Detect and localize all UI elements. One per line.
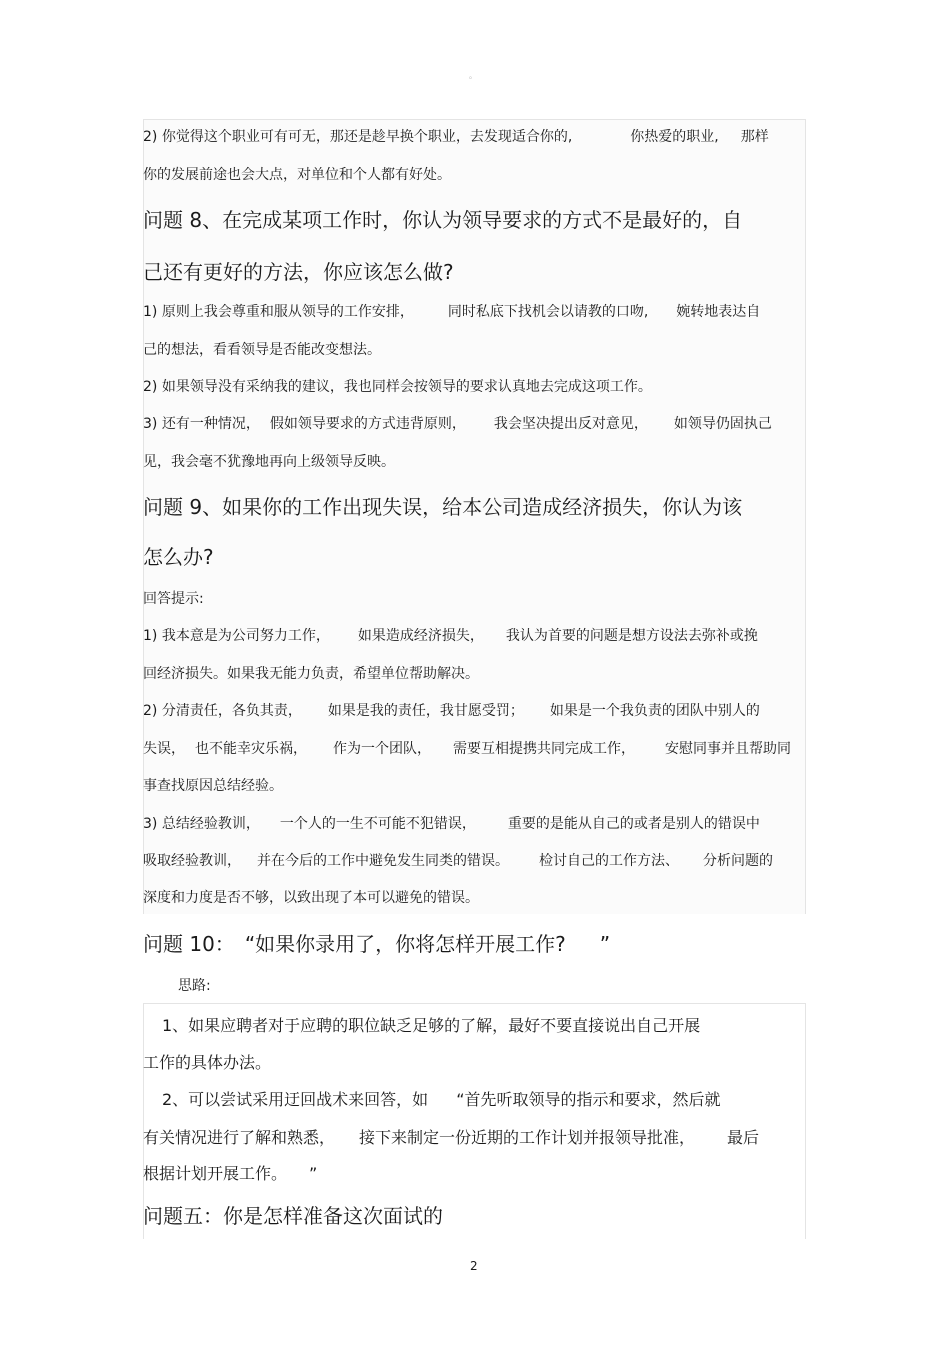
text-segment: “如果你录用了，你将怎样开展工作? [244,932,566,956]
paragraph-line [162,1087,720,1110]
thinking-label: 思路: [178,978,211,994]
paragraph-line: 事查找原因总结经验。 [143,778,283,794]
text-segment: 根据计划开展工作。 [143,1164,288,1183]
text-segment: 2) 分清责任，各负其责， [143,703,302,719]
text-segment: ” [309,1164,318,1183]
text-segment: 一个人的一生不可能不犯错误， [279,816,476,832]
text-segment: 失误， [143,741,185,757]
text-segment: ” [599,932,611,956]
answer-hint-label: 回答提示: [143,591,204,607]
question-heading [143,928,610,957]
question-heading: 问题 8、在完成某项工作时，你认为领导要求的方式不是最好的，自 [143,208,743,232]
question-heading: 问题 9、如果你的工作出现失误，给本公司造成经济损失，你认为该 [143,495,743,519]
text-segment: 有关情况进行了解和熟悉， [143,1128,336,1147]
paragraph-line: 深度和力度是否不够，以致出现了本可以避免的错误。 [143,890,479,906]
text-segment: 1) 原则上我会尊重和服从领导的工作安排， [143,304,414,320]
text-segment: 如果是一个我负责的团队中别人的 [549,703,760,719]
text-segment: 3) 还有一种情况， [143,416,260,432]
paragraph-line [143,625,758,645]
text-segment: 1) 我本意是为公司努力工作， [143,628,330,644]
paragraph-line [143,1161,317,1184]
paragraph-line: 见，我会毫不犹豫地再向上级领导反映。 [143,454,395,470]
text-segment: 接下来制定一份近期的工作计划并报领导批准， [359,1128,696,1147]
text-segment: 同时私底下找机会以请教的口吻, [447,304,649,320]
text-segment: 2、可以尝试采用迂回战术来回答，如 [162,1090,429,1109]
text-segment: 分析问题的 [703,853,773,869]
text-segment: 最后 [727,1128,760,1147]
question-heading: 怎么办? [143,545,214,569]
text-segment: 我认为首要的问题是想方设法去弥补或挽 [505,628,758,644]
text-segment: 婉转地表达自 [676,304,761,320]
paragraph-line [143,700,760,720]
text-segment: 并在今后的工作中避免发生同类的错误。 [257,853,509,869]
text-segment: 作为一个团队， [333,741,431,757]
text-segment: 你热爱的职业, [630,129,719,145]
paragraph-line [143,850,773,870]
text-segment: 需要互相提携共同完成工作， [453,741,635,757]
paragraph-line [143,126,769,146]
paragraph-line: 你的发展前途也会大点，对单位和个人都有好处。 [143,167,451,183]
paragraph-line [143,301,760,321]
text-segment: “首先听取领导的指示和要求，然后就 [456,1090,721,1109]
text-segment: 如果是我的责任，我甘愿受罚； [327,703,524,719]
paragraph-line [143,1125,759,1148]
text-segment: 3) 总结经验教训， [143,816,260,832]
text-segment: 检讨自己的工作方法、 [539,853,679,869]
text-segment: 假如领导要求的方式违背原则， [269,416,466,432]
question-heading: 己还有更好的方法，你应该怎么做? [143,260,454,284]
paragraph-line: 回经济损失。如果我无能力负责，希望单位帮助解决。 [143,666,479,682]
page-number: 2 [470,1259,478,1273]
paragraph-line: 己的想法，看看领导是否能改变想法。 [143,342,381,358]
paragraph-line [143,413,772,433]
text-segment: 吸取经验教训， [143,853,241,869]
paragraph-line: 1、如果应聘者对于应聘的职位缺乏足够的了解，最好不要直接说出自己开展 [162,1016,701,1035]
text-segment: 如领导仍固执己 [673,416,772,432]
paragraph-line: 2) 如果领导没有采纳我的建议，我也同样会按领导的要求认真地去完成这项工作。 [143,379,652,395]
text-segment: 重要的是能从自己的或者是别人的错误中 [507,816,760,832]
question-heading: 问题五：你是怎样准备这次面试的 [143,1204,443,1228]
text-segment: 如果造成经济损失， [357,628,484,644]
text-segment: 我会坚决提出反对意见， [493,416,648,432]
text-segment: 安慰同事并且帮助同 [665,741,791,757]
text-segment: 2) 你觉得这个职业可有可无，那还是趁早换个职业，去发现适合你的, [143,129,573,145]
paragraph-line [143,738,791,758]
paragraph-line: 工作的具体办法。 [143,1053,272,1072]
header-mark: 。 [469,71,477,80]
text-segment: 问题 10： [143,932,235,956]
paragraph-line [143,813,760,833]
text-segment: 也不能幸灾乐祸， [195,741,307,757]
text-segment: 那样 [740,129,769,145]
